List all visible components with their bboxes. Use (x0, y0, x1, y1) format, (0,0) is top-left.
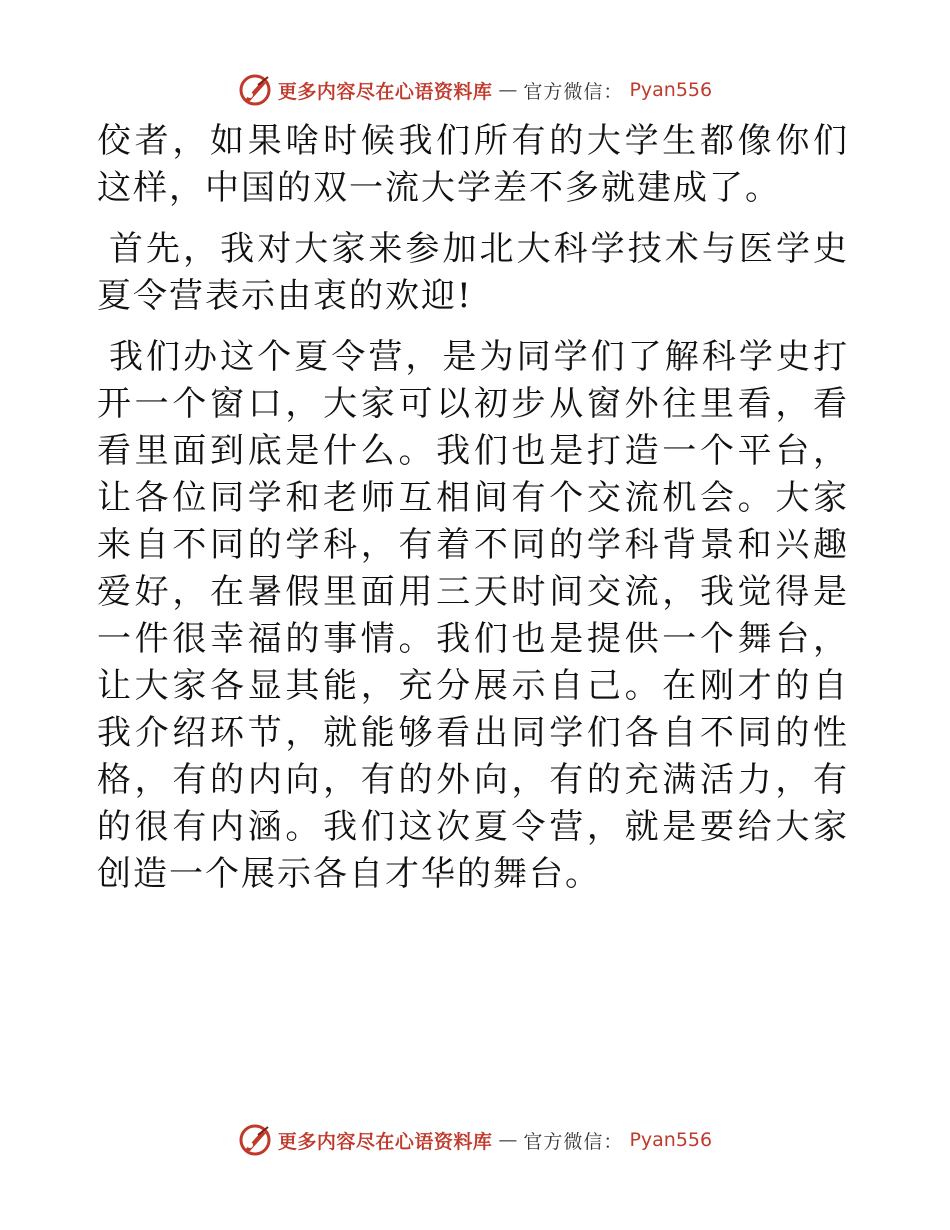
header-wechat-label: 官方微信： (523, 80, 624, 103)
paragraph-2: 首先，我对大家来参加北大科学技术与医学史夏令营表示由衷的欢迎! (97, 229, 849, 316)
footer-wechat-label: 官方微信： (523, 1130, 624, 1153)
document-body (97, 118, 849, 912)
header-brand-text: 更多内容尽在心语资料库 (277, 80, 493, 103)
header-dash: — (498, 79, 518, 101)
footer-brand-text: 更多内容尽在心语资料库 (277, 1130, 493, 1153)
footer-wechat-id: Pyan556 (629, 1129, 713, 1151)
footer-dash: — (498, 1129, 518, 1151)
quill-pen-icon (238, 1123, 272, 1157)
header-wechat-id: Pyan556 (629, 79, 713, 101)
paragraph-1: 佼者，如果啥时候我们所有的大学生都像你们这样，中国的双一流大学差不多就建成了。 (97, 121, 849, 208)
paragraph-3: 我们办这个夏令营，是为同学们了解科学史打开一个窗口，大家可以初步从窗外往里看，看看里面到底是什么。我们也是打造一个平台，让各位同学和老师互相间有个交流机会。大家来自不同的学科，有着不同的学科背景和兴趣爱好，在暑假里面用三天时间交流，我觉得是一件很幸福的事情。我们也是提供一个舞台，让大家各显其能，充分展示自己。在刚才的自我介绍环节，就能够看出同学们各自不同的性格，有的内向，有的外向，有的充满活力，有的很有内涵。我们这次夏令营，就是要给大家创造一个展示各自才华的舞台。 (97, 337, 849, 894)
header-banner (0, 70, 950, 110)
quill-pen-icon (238, 73, 272, 107)
footer-banner (0, 1120, 950, 1160)
